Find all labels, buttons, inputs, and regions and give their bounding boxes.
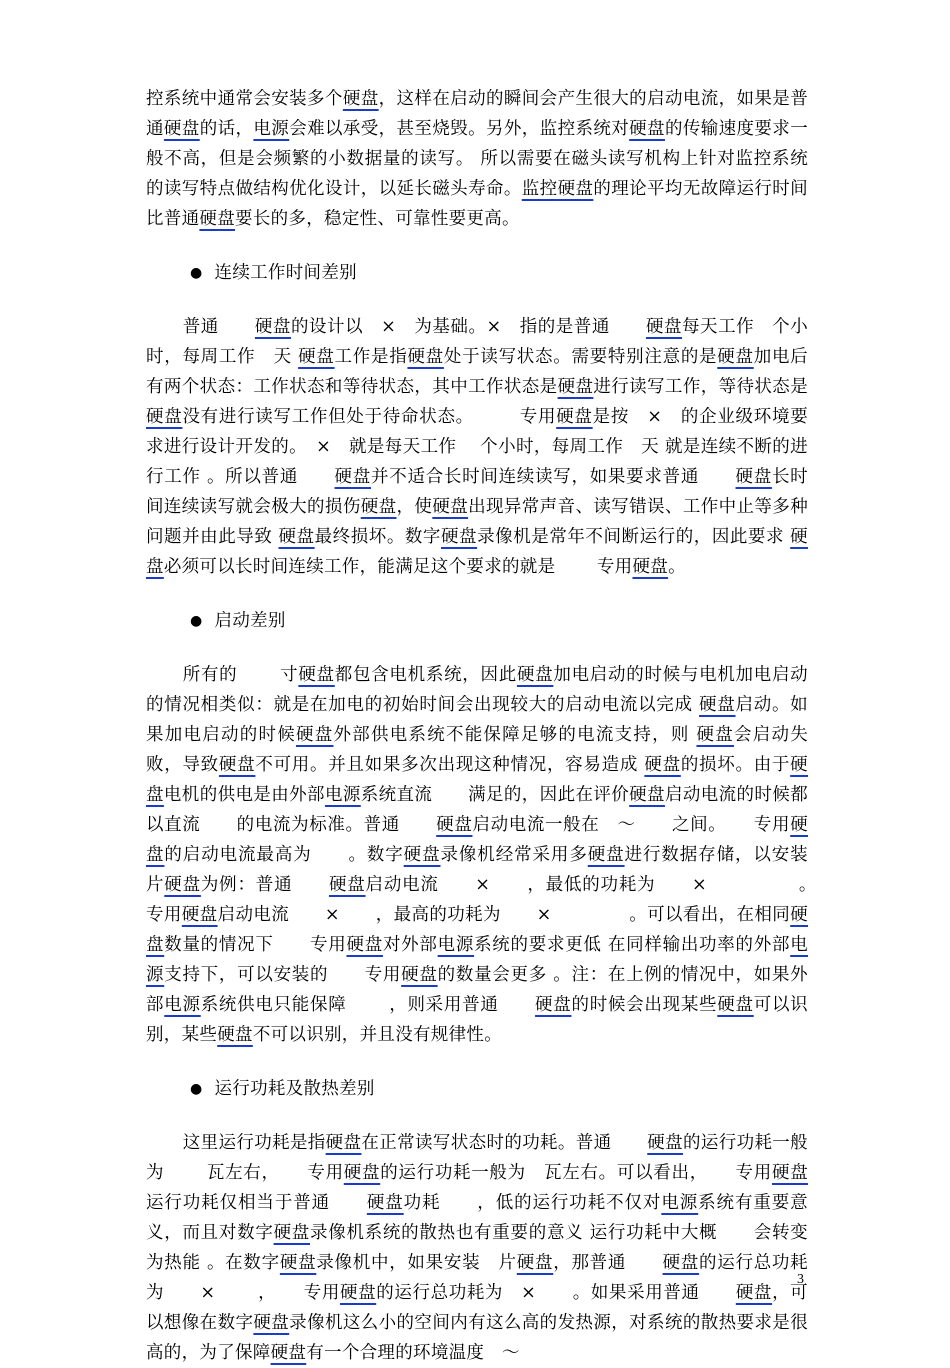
keyword-link: 硬盘 bbox=[403, 845, 441, 865]
keyword-link: 硬盘 bbox=[343, 1163, 381, 1183]
keyword-link: 硬盘 bbox=[146, 527, 808, 577]
keyword-link: 硬盘 bbox=[295, 725, 334, 745]
keyword-link: 硬盘 bbox=[632, 557, 669, 577]
keyword-link: 硬盘 bbox=[629, 785, 665, 805]
section-paragraph-continuous-work: 普通 硬盘的设计以 × 为基础。× 指的是普通 硬盘每天工作 个小时，每周工作 天 硬盘工作是指硬盘处于读写状态。需要特别注意的是硬盘加电后有两个状态：工作状态和等待状态，其中工作状态是硬盘进行读写工作，等待状态是硬盘没有进行读写工作但处于待命状态。 专用硬盘是按 × 的企业级环境要求进行设计开发的。 × 就是每天工作 个小时，每周工作 天 就是连续不断的进行工作 。所以普通 硬盘并不适合长时间连续读写，如果要求普通 硬盘长时间连续读写就会极大的损伤硬盘，使硬盘出现异常声音、读写错误、工作中止等多种问题并由此导致 硬盘最终损坏。数字硬盘录像机是常年不间断运行的，因此要求 硬盘必须可以长时间连续工作，能满足这个要求的就是 专用硬盘。 bbox=[146, 317, 809, 577]
keyword-link: 硬盘 bbox=[647, 1133, 683, 1153]
keyword-link: 电源 bbox=[661, 1193, 699, 1213]
keyword-link: 硬盘 bbox=[717, 995, 754, 1015]
keyword-link: 硬盘 bbox=[270, 1343, 307, 1363]
keyword-link: 硬盘 bbox=[436, 815, 473, 835]
keyword-link: 硬盘 bbox=[253, 1313, 290, 1333]
keyword-link: 硬盘 bbox=[218, 755, 256, 775]
section-heading-power-heat bbox=[146, 1074, 808, 1104]
keyword-link: 监控 bbox=[521, 179, 558, 199]
keyword-link: 硬盘 bbox=[735, 1283, 773, 1303]
section-heading-continuous-work bbox=[146, 258, 808, 288]
bullet-icon: ● bbox=[190, 613, 203, 629]
keyword-link: 硬盘 bbox=[557, 377, 594, 397]
keyword-link: 硬盘 bbox=[325, 1133, 362, 1153]
section-title: 启动差别 bbox=[214, 611, 286, 631]
keyword-link: 硬盘 bbox=[771, 1163, 808, 1183]
keyword-link: 硬盘 bbox=[587, 845, 625, 865]
document-body bbox=[146, 84, 844, 1368]
keyword-link: 硬盘 bbox=[146, 815, 808, 865]
section-paragraph-startup: 所有的 寸硬盘都包含电机系统，因此硬盘加电启动的时候与电机加电启动的情况相类似：就是在加电的初始时间会出现较大的启动电流以完成 硬盘启动。如果加电启动的时候硬盘外部供电系统不能保障足够的电流支持，则 硬盘会启动失败，导致硬盘不可用。并且如果多次出现这种情况，容易造成 硬盘的损坏。由于硬盘电机的供电是由外部电源系统直流 满足的，因此在评价硬盘启动电流的时候都以直流 的电流为标准。普通 硬盘启动电流一般在 ～ 之间。 专用硬盘的启动电流最高为 。数字硬盘录像机经常采用多硬盘进行数据存储，以安装 片硬盘为例：普通 硬盘启动电流 × ，最低的功耗为 × 。 专用硬盘启动电流 × ，最高的功耗为 × 。可以看出，在相同硬盘数量的情况下 专用硬盘对外部电源系统的要求更低 在同样输出功率的外部电源支持下，可以安装的 专用硬盘的数量会更多 。注：在上例的情况中，如果外部电源系统供电只能保障 ，则采用普通 硬盘的时候会出现某些硬盘可以识别，某些硬盘不可以识别，并且没有规律性。 bbox=[146, 665, 844, 1045]
section-paragraph-power-heat: 这里运行功耗是指硬盘在正常读写状态时的功耗。普通 硬盘的运行功耗一般为 瓦左右， 专用硬盘的运行功耗一般为 瓦左右。可以看出， 专用硬盘运行功耗仅相当于普通 硬盘功耗 ，低的运行功耗不仅对电源系统有重要意义，而且对数字硬盘录像机系统的散热也有重要的意义 运行功耗中大概 会转变为热能 。在数字硬盘录像机中，如果安装 片硬盘，那普通 硬盘的运行总功耗为 × ， 专用硬盘的运行总功耗为 × 。如果采用普通 硬盘，可以想像在数字硬盘录像机这么小的空间内有这么高的发热源，对系统的散热要求是很高的，为了保障硬盘有一个合理的环境温度 ～ bbox=[146, 1133, 808, 1363]
keyword-link: 电源 bbox=[437, 935, 475, 955]
keyword-link: 硬盘 bbox=[342, 89, 379, 109]
intro-paragraph: 控系统中通常会安装多个硬盘，这样在启动的瞬间会产生很大的启动电流，如果是普通硬盘的话，电源会难以承受，甚至烧毁。另外，监控系统对硬盘的传输速度要求一般不高，但是会频繁的小数据量的读写。 所以需要在磁头读写机构上针对监控系统的读写特点做结构优化设计，以延长磁头寿命。监控硬盘的理论平均无故障运行时间比普通硬盘要长的多，稳定性、可靠性要更高。 bbox=[146, 89, 809, 229]
keyword-link: 硬盘 bbox=[535, 995, 572, 1015]
keyword-link: 硬盘 bbox=[339, 1283, 377, 1303]
keyword-link: 硬盘 bbox=[217, 1025, 253, 1045]
keyword-link: 硬盘 bbox=[696, 725, 734, 745]
keyword-link: 硬盘 bbox=[199, 209, 236, 229]
bullet-icon: ● bbox=[190, 265, 203, 281]
keyword-link: 硬盘 bbox=[146, 755, 808, 805]
keyword-link: 硬盘 bbox=[407, 347, 444, 367]
keyword-link: 电源 bbox=[324, 785, 361, 805]
keyword-link: 硬盘 bbox=[164, 875, 201, 895]
section-title: 运行功耗及散热差别 bbox=[214, 1079, 375, 1099]
keyword-link: 硬盘 bbox=[629, 119, 665, 139]
keyword-link: 硬盘 bbox=[346, 935, 383, 955]
keyword-link: 硬盘 bbox=[735, 467, 772, 487]
keyword-link: 硬盘 bbox=[273, 1223, 311, 1243]
keyword-link: 电源 bbox=[146, 935, 808, 985]
keyword-link: 硬盘 bbox=[181, 905, 218, 925]
keyword-link: 硬盘 bbox=[366, 1193, 404, 1213]
keyword-link: 硬盘 bbox=[645, 317, 683, 337]
keyword-link: 硬盘 bbox=[334, 467, 371, 487]
keyword-link: 电源 bbox=[164, 995, 201, 1015]
keyword-link: 硬盘 bbox=[146, 407, 183, 427]
section-title: 连续工作时间差别 bbox=[214, 263, 357, 283]
keyword-link: 硬盘 bbox=[328, 875, 366, 895]
keyword-link: 硬盘 bbox=[146, 905, 808, 955]
keyword-link: 硬盘 bbox=[516, 1253, 554, 1273]
keyword-link: 硬盘 bbox=[699, 695, 736, 715]
page-number: 3 bbox=[797, 1272, 804, 1287]
keyword-link: 硬盘 bbox=[432, 497, 469, 517]
bullet-icon: ● bbox=[190, 1081, 203, 1097]
keyword-link: 硬盘 bbox=[163, 119, 200, 139]
keyword-link: 硬盘 bbox=[644, 755, 681, 775]
keyword-link: 硬盘 bbox=[441, 527, 478, 547]
keyword-link: 硬盘 bbox=[254, 317, 291, 337]
keyword-link: 硬盘 bbox=[298, 347, 335, 367]
keyword-link: 硬盘 bbox=[662, 1253, 700, 1273]
keyword-link: 硬盘 bbox=[401, 965, 438, 985]
section-heading-startup bbox=[146, 606, 808, 636]
keyword-link: 硬盘 bbox=[298, 665, 335, 685]
keyword-link: 硬盘 bbox=[360, 497, 397, 517]
keyword-link: 硬盘 bbox=[278, 527, 315, 547]
keyword-link: 硬盘 bbox=[557, 179, 594, 199]
keyword-link: 电源 bbox=[253, 119, 290, 139]
keyword-link: 硬盘 bbox=[556, 407, 593, 427]
keyword-link: 硬盘 bbox=[717, 347, 754, 367]
keyword-link: 硬盘 bbox=[516, 665, 554, 685]
keyword-link: 硬盘 bbox=[279, 1253, 317, 1273]
